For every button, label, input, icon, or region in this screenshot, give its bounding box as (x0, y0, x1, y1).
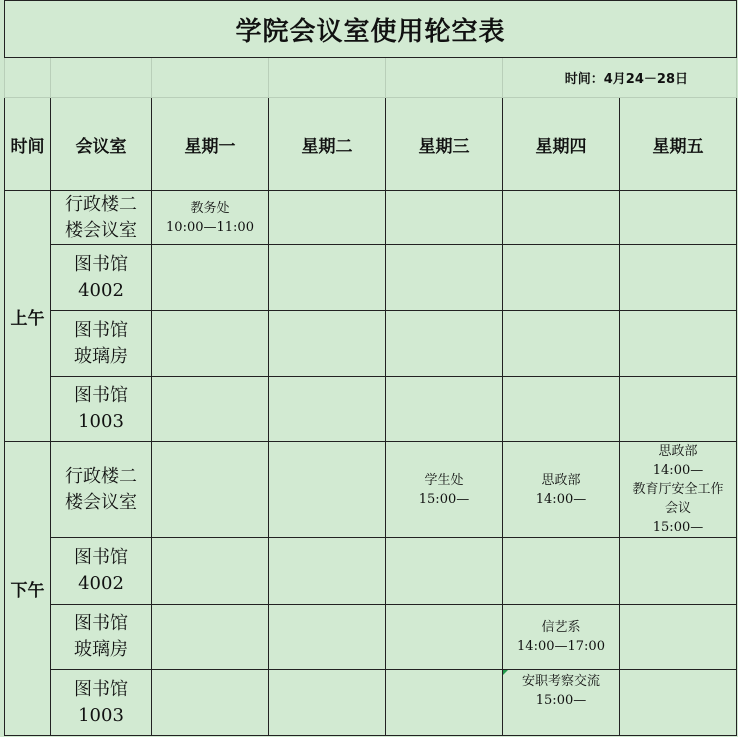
empty-cell[interactable] (503, 538, 620, 605)
empty-cell[interactable] (269, 245, 386, 311)
event-cell[interactable]: 教务处 10:00—11:00 (152, 191, 269, 245)
header-thursday: 星期四 (503, 98, 620, 191)
empty-cell[interactable] (152, 605, 269, 670)
empty-cell[interactable] (386, 311, 503, 377)
empty-cell[interactable] (269, 538, 386, 605)
room-boli[interactable]: 图书馆 玻璃房 (51, 605, 152, 670)
period-morning: 上午 (5, 191, 51, 442)
empty-cell[interactable] (386, 377, 503, 442)
empty-cell[interactable] (386, 58, 503, 98)
empty-cell[interactable] (620, 191, 737, 245)
empty-cell[interactable] (152, 442, 269, 538)
schedule-table (4, 0, 737, 736)
empty-cell[interactable] (152, 670, 269, 736)
empty-cell[interactable] (152, 245, 269, 311)
room-lib4002[interactable]: 图书馆 4002 (51, 538, 152, 605)
event-cell[interactable]: 学生处 15:00— (386, 442, 503, 538)
empty-cell[interactable] (269, 605, 386, 670)
event-cell[interactable]: 安职考察交流 15:00— (503, 670, 620, 736)
room-lib1003[interactable]: 图书馆 1003 (51, 670, 152, 736)
empty-cell[interactable] (269, 191, 386, 245)
empty-cell[interactable] (386, 605, 503, 670)
empty-cell[interactable] (503, 311, 620, 377)
room-lib1003[interactable]: 图书馆 1003 (51, 377, 152, 442)
room-boli[interactable]: 图书馆 玻璃房 (51, 311, 152, 377)
empty-cell[interactable] (386, 670, 503, 736)
empty-cell[interactable] (269, 58, 386, 98)
header-monday: 星期一 (152, 98, 269, 191)
room-xingzheng[interactable]: 行政楼二 楼会议室 (51, 442, 152, 538)
empty-cell[interactable] (386, 191, 503, 245)
comment-marker-icon (503, 670, 508, 675)
period-afternoon: 下午 (5, 442, 51, 736)
empty-cell[interactable] (503, 245, 620, 311)
empty-cell[interactable] (269, 670, 386, 736)
header-wednesday: 星期三 (386, 98, 503, 191)
empty-cell[interactable] (503, 191, 620, 245)
empty-cell[interactable] (386, 538, 503, 605)
empty-cell[interactable] (269, 311, 386, 377)
empty-cell[interactable] (152, 311, 269, 377)
empty-cell[interactable] (51, 58, 152, 98)
empty-cell[interactable] (269, 442, 386, 538)
empty-cell[interactable] (152, 58, 269, 98)
header-tuesday: 星期二 (269, 98, 386, 191)
empty-cell[interactable] (152, 377, 269, 442)
empty-cell[interactable] (386, 245, 503, 311)
header-room: 会议室 (51, 98, 152, 191)
room-xingzheng[interactable]: 行政楼二 楼会议室 (51, 191, 152, 245)
empty-cell[interactable] (620, 377, 737, 442)
empty-cell[interactable] (152, 538, 269, 605)
event-cell[interactable]: 思政部 14:00— (503, 442, 620, 538)
header-friday: 星期五 (620, 98, 737, 191)
empty-cell[interactable] (503, 377, 620, 442)
empty-cell[interactable] (620, 245, 737, 311)
page-title: 学院会议室使用轮空表 (5, 1, 737, 58)
empty-cell[interactable] (5, 58, 51, 98)
date-range: 时间：4月24－28日 (503, 58, 737, 98)
event-cell[interactable]: 信艺系 14:00—17:00 (503, 605, 620, 670)
empty-cell[interactable] (620, 538, 737, 605)
room-lib4002[interactable]: 图书馆 4002 (51, 245, 152, 311)
empty-cell[interactable] (620, 311, 737, 377)
empty-cell[interactable] (620, 670, 737, 736)
empty-cell[interactable] (269, 377, 386, 442)
event-cell[interactable]: 思政部 14:00— 教育厅安全工作 会议 15:00— (620, 442, 737, 538)
header-time: 时间 (5, 98, 51, 191)
empty-cell[interactable] (620, 605, 737, 670)
